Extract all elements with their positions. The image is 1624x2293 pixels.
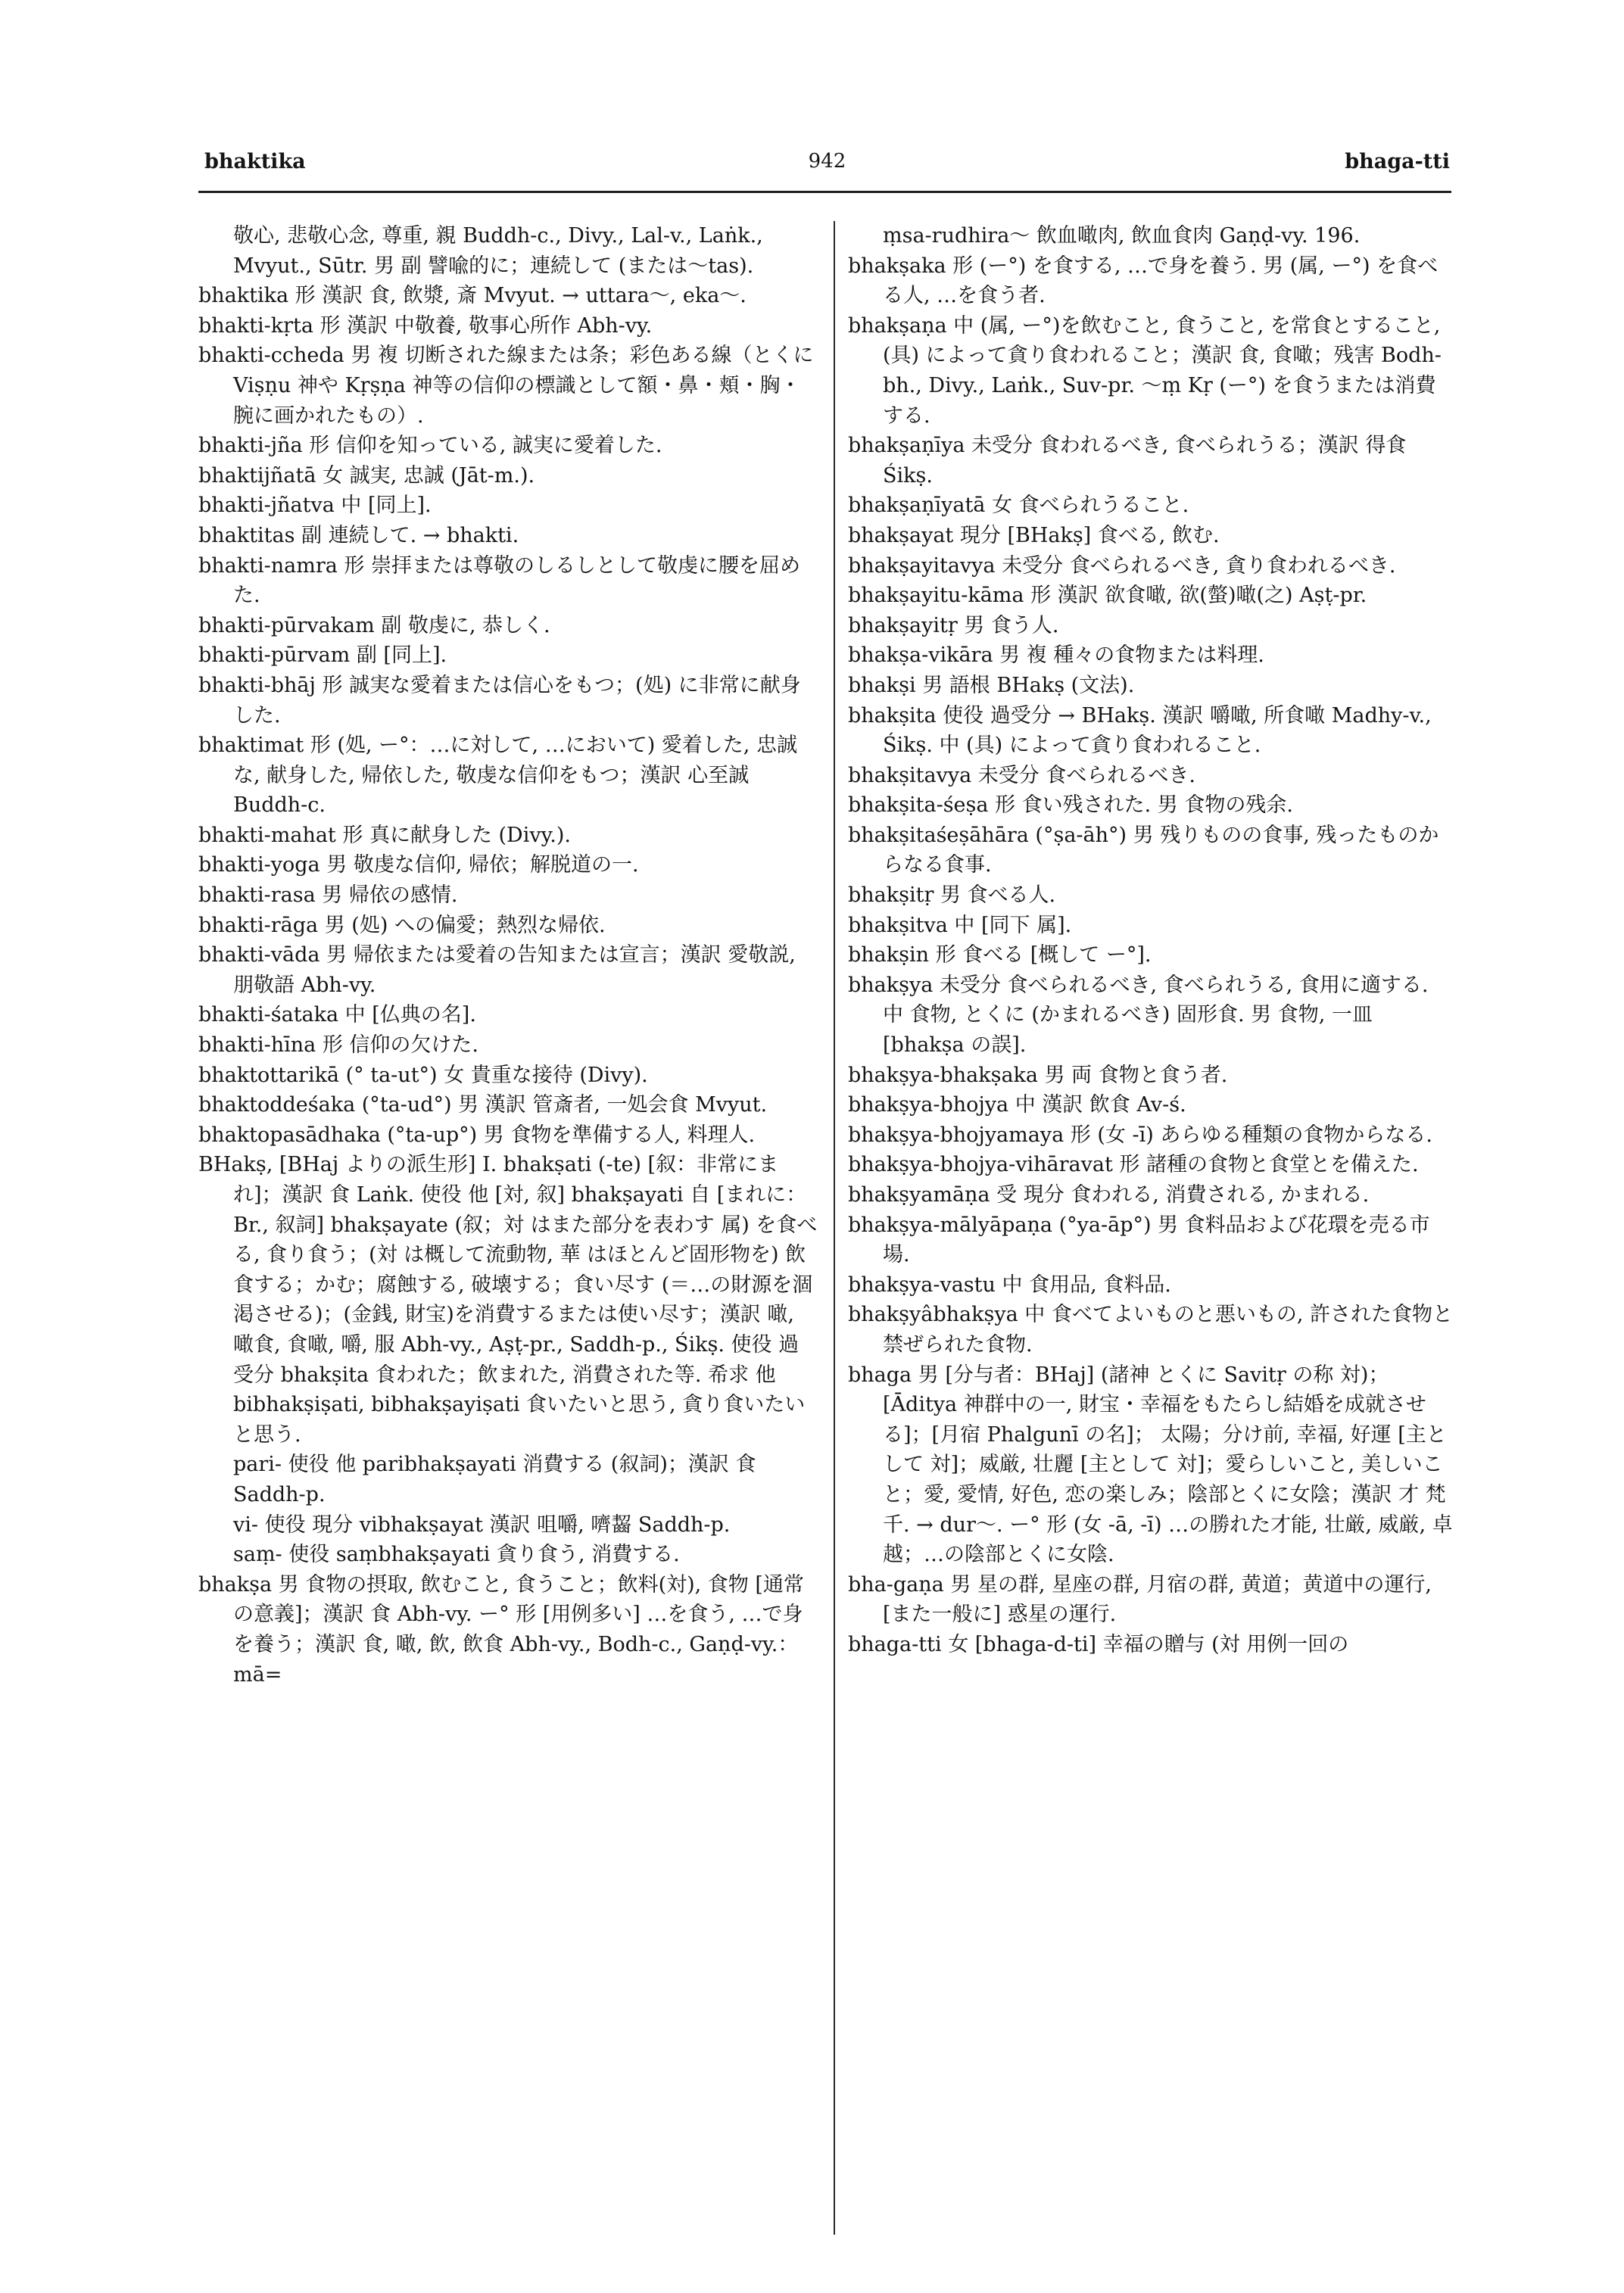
dictionary-entry: bhaktijñatā 女 誠実, 忠誠 (Jāt-m.).: [198, 463, 535, 488]
page-header: [204, 150, 1450, 189]
dictionary-entry: bhaktopasādhaka (°ta-up°) 男 食物を準備する人, 料理人.: [198, 1123, 756, 1147]
dictionary-entry: bhakti-mahat 形 真に献身した (Divy.).: [198, 823, 571, 847]
right-column: [848, 221, 1454, 2250]
dictionary-entry: bhakti-rāga 男 (処) への偏愛；熱烈な帰依.: [198, 913, 606, 937]
dictionary-entry: bhakṣin 形 食べる [概して ー°].: [848, 943, 1152, 967]
dictionary-entry: bhaktottarikā (° ta-ut°) 女 貴重な接待 (Divy).: [198, 1063, 648, 1087]
dictionary-entry: bhaktoddeśaka (°ta-ud°) 男 漢訳 管斎者, 一処会食 Mvyut.: [198, 1093, 768, 1117]
dictionary-entry: bhakṣa 男 食物の摂取, 飲むこと, 食うこと；飲料(対), 食物 [通常の意義]；漢訳 食 Abh-vy. ー° 形 [用例多い] …を食う, …で身を養う；漢訳 食, 噉, 飲, 飲食 Abh-vy., Bodh-c., Gaṇḍ-vy.：mā=: [198, 1572, 804, 1687]
dictionary-entry: bhakti-jñatva 中 [同上].: [198, 494, 432, 518]
dictionary-entry: bhakti-jña 形 信仰を知っている, 誠実に愛着した.: [198, 434, 662, 458]
sub-entry: pari- 使役 他 paribhakṣayati 消費する (叙詞)；漢訳 食 Saddh-p.: [233, 1453, 756, 1506]
dictionary-entry: bhakṣya-bhojya 中 漢訳 飲食 Av-ś.: [848, 1093, 1186, 1117]
dictionary-entry: bhakṣya-vastu 中 食用品, 食料品.: [848, 1273, 1171, 1297]
dictionary-entry: bhakti-kṛta 形 漢訳 中敬養, 敬事心所作 Abh-vy.: [198, 313, 653, 338]
dictionary-entry: bhakṣaṇīyatā 女 食べられうること.: [848, 494, 1189, 518]
right-running-head: bhaga-tti: [1345, 150, 1450, 173]
dictionary-entry: bhakṣyamāṇa 受 現分 食われる, 消費される, かまれる.: [848, 1183, 1370, 1207]
dictionary-entry: bhaga 男 [分与者：BHaj] (諸神 とくに Savitṛ の称 対)；[Āditya 神群中の一, 財宝・幸福をもたらし結婚を成就させる]；[月宿 Phalgunī の名]； 太陽；分け前, 幸福, 好運 [主として 対]；威厳, 壮麗 [主として 対]；愛らしいこと, 美しいこと；愛, 愛情, 好色, 恋の楽しみ；陰部とくに女陰；漢訳 才 梵千. → dur～. ー° 形 (女 -ā, -ī) …の勝れた才能, 壮厳, 威厳, 卓越；…の陰部とくに女陰.: [848, 1363, 1453, 1567]
header-rule: [198, 191, 1451, 193]
dictionary-entry: bhakṣi 男 語根 BHakṣ (文法).: [848, 673, 1135, 697]
left-column: [198, 221, 819, 2250]
dictionary-entry: bhakṣayitṛ 男 食う人.: [848, 613, 1059, 637]
dictionary-entry: bhakṣitva 中 [同下 属].: [848, 913, 1072, 937]
dictionary-entry: bhakti-pūrvakam 副 敬虔に, 恭しく.: [198, 613, 550, 637]
dictionary-entry: bhakti-hīna 形 信仰の欠けた.: [198, 1033, 478, 1058]
dictionary-entry: bhaga-tti 女 [bhaga-d-ti] 幸福の贈与 (対 用例一回の: [848, 1632, 1349, 1656]
dictionary-entry: bhakti-pūrvam 副 [同上].: [198, 643, 447, 668]
dictionary-entry: bhakṣayitu-kāma 形 漢訳 欲食噉, 欲(螫)噉(之) Aṣṭ-pr.: [848, 584, 1367, 608]
dictionary-entry: bhakṣya-bhojyamaya 形 (女 -ī) あらゆる種類の食物からなる.: [848, 1123, 1432, 1147]
dictionary-entry: bhakṣitaśeṣāhāra (°ṣa-āh°) 男 残りものの食事, 残ったものからなる食事.: [848, 823, 1439, 877]
dictionary-entry: bhakti-bhāj 形 誠実な愛着または信心をもつ；(処) に非常に献身した.: [198, 673, 801, 727]
dictionary-entry: bhakṣya-mālyāpaṇa (°ya-āp°) 男 食料品および花環を売る市場.: [848, 1213, 1430, 1267]
dictionary-entry: bhakṣaka 形 (ー°) を食する, …で身を養う. 男 (属, ー°) を食べる人, …を食う者.: [848, 254, 1439, 308]
sub-entry: saṃ- 使役 saṃbhakṣayati 貪り食う, 消費する.: [233, 1543, 680, 1567]
dictionary-entry: bhakṣyâbhakṣya 中 食べてよいものと悪いもの, 許された食物と禁ぜられた食物.: [848, 1303, 1454, 1357]
dictionary-entry: bha-gaṇa 男 星の群, 星座の群, 月宿の群, 黄道；黄道中の運行, [また一般に] 惑星の運行.: [848, 1572, 1432, 1627]
dictionary-entry: bhakṣayitavya 未受分 食べられるべき, 貪り食われるべき.: [848, 553, 1396, 578]
dictionary-entry: bhakṣita 使役 過受分 → BHakṣ. 漢訳 嚼噉, 所食噉 Madhy-v., Śikṣ. 中 (具) によって貪り食われること.: [848, 703, 1432, 758]
dictionary-entry: bhakṣita-śeṣa 形 食い残された. 男 食物の残余.: [848, 793, 1293, 818]
left-running-head: bhaktika: [204, 150, 306, 173]
dictionary-entry: bhakṣitṛ 男 食べる人.: [848, 883, 1056, 908]
dictionary-entry: bhakti-rasa 男 帰依の感情.: [198, 883, 458, 908]
dictionary-entry: bhakṣaṇa 中 (属, ー°)を飲むこと, 食うこと, を常食とすること, (具) によって貪り食われること；漢訳 食, 食噉；残害 Bodh-bh., Divy., Laṅk., Suv-pr. ～ṃ Kṛ (ー°) を食うまたは消費する.: [848, 313, 1442, 428]
page-number: 942: [808, 150, 846, 173]
dictionary-entry: bhakti-śataka 中 [仏典の名].: [198, 1003, 476, 1027]
dictionary-entry: BHakṣ, [BHaj よりの派生形] I. bhakṣati (-te) [叙：非常にまれ]；漢訳 食 Laṅk. 使役 他 [対, 叙] bhakṣayati 自 [まれに：Br., 叙詞] bhakṣayate (叙；対 はまた部分を表わす 属) を食べる, 食り食う；(対 は概して流動物, 華 はほとんど固形物を) 飲食する；かむ；腐蝕する, 破壊する；食い尽す (＝…の財源を涸渇させる)；(金銭, 財宝)を消費するまたは使い尽す；漢訳 噉, 噉食, 食噉, 嚼, 服 Abh-vy., Aṣṭ-pr., Saddh-p., Śikṣ. 使役 過受分 bhakṣita 食われた；飲まれた, 消費された等. 希求 他 bibhakṣiṣati, bibhakṣayiṣati 食いたいと思う, 貪り食いたいと思う.: [198, 1153, 818, 1447]
continued-entry: ṃsa-rudhira～ 飲血噉肉, 飲血食肉 Gaṇḍ-vy. 196.: [883, 224, 1361, 248]
dictionary-entry: bhakti-namra 形 崇拝または尊敬のしるしとして敬虔に腰を屈めた.: [198, 553, 800, 608]
sub-entry: vi- 使役 現分 vibhakṣayat 漢訳 咀嚼, 嚌齧 Saddh-p.: [233, 1513, 731, 1537]
dictionary-entry: bhaktitas 副 連続して. → bhakti.: [198, 523, 519, 547]
dictionary-entry: bhaktimat 形 (処, ー°：…に対して, …において) 愛着した, 忠誠な, 献身した, 帰依した, 敬虔な信仰をもつ；漢訳 心至誠 Buddh-c.: [198, 734, 797, 818]
column-divider: [834, 221, 835, 2235]
continued-entry: 敬心, 悲敬心念, 尊重, 親 Buddh-c., Divy., Lal-v., Laṅk., Mvyut., Sūtr. 男 副 譬喩的に；連続して (または～tas).: [233, 224, 763, 278]
dictionary-entry: bhakti-vāda 男 帰依または愛着の告知または宣言；漢訳 愛敬説, 朋敬語 Abh-vy.: [198, 943, 796, 997]
dictionary-entry: bhakṣitavya 未受分 食べられるべき.: [848, 763, 1195, 787]
dictionary-entry: bhakṣayat 現分 [BHakṣ] 食べる, 飲む.: [848, 523, 1220, 547]
dictionary-entry: bhakti-yoga 男 敬虔な信仰, 帰依；解脱道の一.: [198, 853, 639, 877]
dictionary-entry: bhakṣya-bhakṣaka 男 両 食物と食う者.: [848, 1063, 1228, 1087]
dictionary-entry: bhakṣaṇīya 未受分 食われるべき, 食べられうる；漢訳 得食 Śikṣ.: [848, 434, 1407, 488]
dictionary-entry: bhakṣa-vikāra 男 複 種々の食物または料理.: [848, 643, 1264, 668]
dictionary-entry: bhaktika 形 漢訳 食, 飲漿, 斎 Mvyut. → uttara～, eka～.: [198, 284, 747, 308]
dictionary-entry: bhakṣya-bhojya-vihāravat 形 諸種の食物と食堂とを備えた.: [848, 1153, 1419, 1177]
dictionary-entry: bhakti-ccheda 男 複 切断された線または条；彩色ある線（とくに Viṣṇu 神や Kṛṣṇa 神等の信仰の標識として額・鼻・頬・胸・腕に画かれたもの）.: [198, 344, 814, 428]
dictionary-entry: bhakṣya 未受分 食べられるべき, 食べられうる, 食用に適する. 中 食物, とくに (かまれるべき) 固形食. 男 食物, 一皿 [bhakṣa の誤].: [848, 973, 1429, 1058]
